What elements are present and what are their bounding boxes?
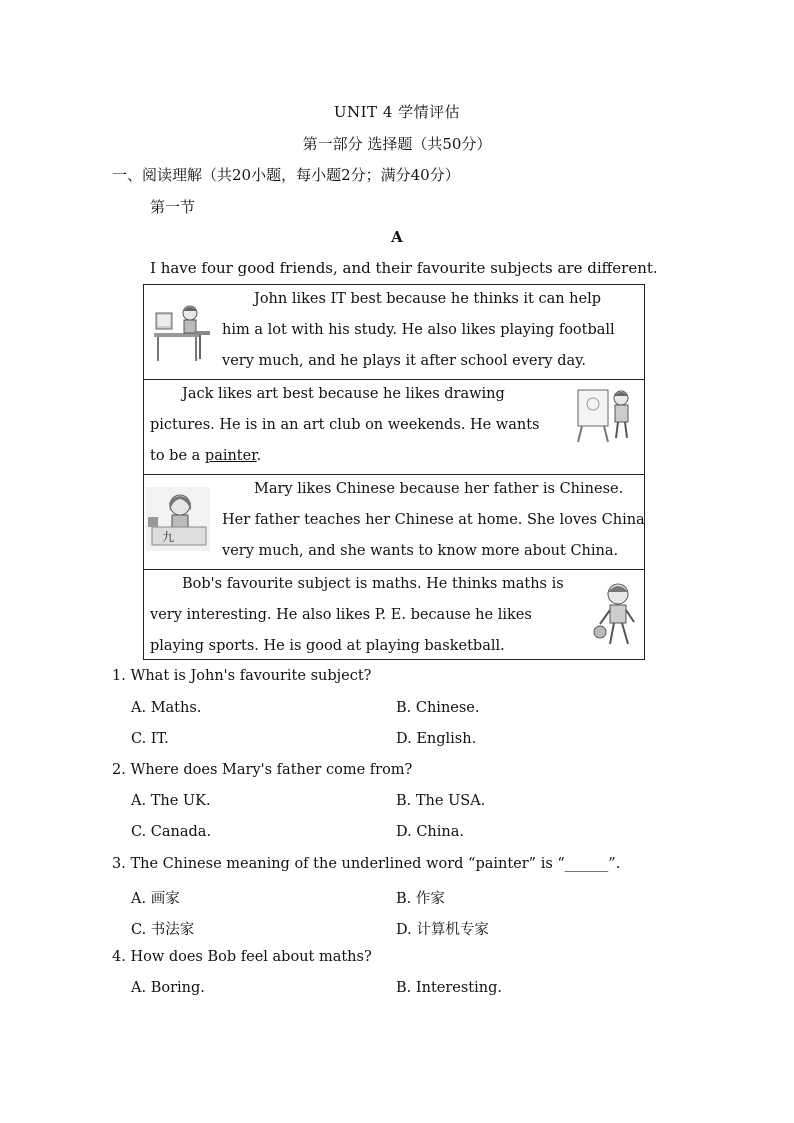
q2-option-a[interactable]: A. The UK.	[131, 793, 211, 809]
girl-writing-calligraphy-icon	[146, 487, 210, 551]
bob-box	[144, 569, 644, 661]
q3-option-c[interactable]: C. 书法家	[131, 922, 195, 938]
jack-line-1: Jack likes art best because he likes drawing	[182, 386, 505, 402]
jack-line-2: pictures. He is in an art club on weekends. He wants	[150, 417, 540, 433]
q3-option-a[interactable]: A. 画家	[131, 891, 180, 907]
q3-option-d[interactable]: D. 计算机专家	[396, 922, 489, 938]
mary-line-2: Her father teaches her Chinese at home. She loves China	[222, 512, 645, 528]
bob-line-1: Bob's favourite subject is maths. He thinks maths is	[182, 576, 564, 592]
subsection-label: 第一节	[150, 198, 196, 216]
q4-option-a[interactable]: A. Boring.	[131, 980, 205, 996]
passage-letter: A	[391, 228, 403, 246]
q2-option-d[interactable]: D. China.	[396, 824, 464, 840]
mary-line-1: Mary likes Chinese because her father is Chinese.	[254, 481, 624, 497]
q3-option-b[interactable]: B. 作家	[396, 891, 445, 907]
boy-painting-easel-icon	[574, 384, 636, 444]
john-line-3: very much, and he plays it after school every day.	[222, 353, 587, 369]
page-title: UNIT 4 学情评估	[333, 103, 461, 121]
boy-playing-basketball-icon	[592, 580, 642, 652]
jack-line-3: to be a painter.	[150, 448, 262, 464]
mary-box	[144, 474, 644, 569]
section-heading: 一、阅读理解（共20小题，每小题2分；满分40分）	[112, 166, 460, 184]
bob-line-3: playing sports. He is good at playing basketball.	[150, 638, 505, 654]
bob-line-2: very interesting. He also likes P. E. because he likes	[150, 607, 532, 623]
q1-option-c[interactable]: C. IT.	[131, 731, 169, 747]
q1-option-a[interactable]: A. Maths.	[131, 700, 202, 716]
passage-table	[143, 284, 645, 660]
mary-line-3: very much, and she wants to know more about China.	[222, 543, 619, 559]
q4-option-b[interactable]: B. Interesting.	[396, 980, 502, 996]
question-1: 1. What is John's favourite subject?	[112, 668, 372, 684]
question-3: 3. The Chinese meaning of the underlined word “painter” is “______”.	[112, 856, 621, 872]
question-2: 2. Where does Mary's father come from?	[112, 762, 413, 778]
passage-intro: I have four good friends, and their favourite subjects are different.	[150, 259, 658, 277]
q2-option-c[interactable]: C. Canada.	[131, 824, 212, 840]
svg-text:九: 九	[162, 530, 175, 544]
part-subtitle: 第一部分 选择题（共50分）	[302, 135, 492, 153]
john-box	[144, 285, 644, 379]
question-4: 4. How does Bob feel about maths?	[112, 949, 372, 965]
jack-box	[144, 379, 644, 474]
underlined-word: painter	[204, 448, 257, 464]
q2-option-b[interactable]: B. The USA.	[396, 793, 486, 809]
q1-option-b[interactable]: B. Chinese.	[396, 700, 480, 716]
boy-at-computer-icon	[152, 303, 214, 363]
john-line-2: him a lot with his study. He also likes playing football	[222, 322, 615, 338]
john-line-1: John likes IT best because he thinks it can help	[254, 291, 602, 307]
q1-option-d[interactable]: D. English.	[396, 731, 477, 747]
